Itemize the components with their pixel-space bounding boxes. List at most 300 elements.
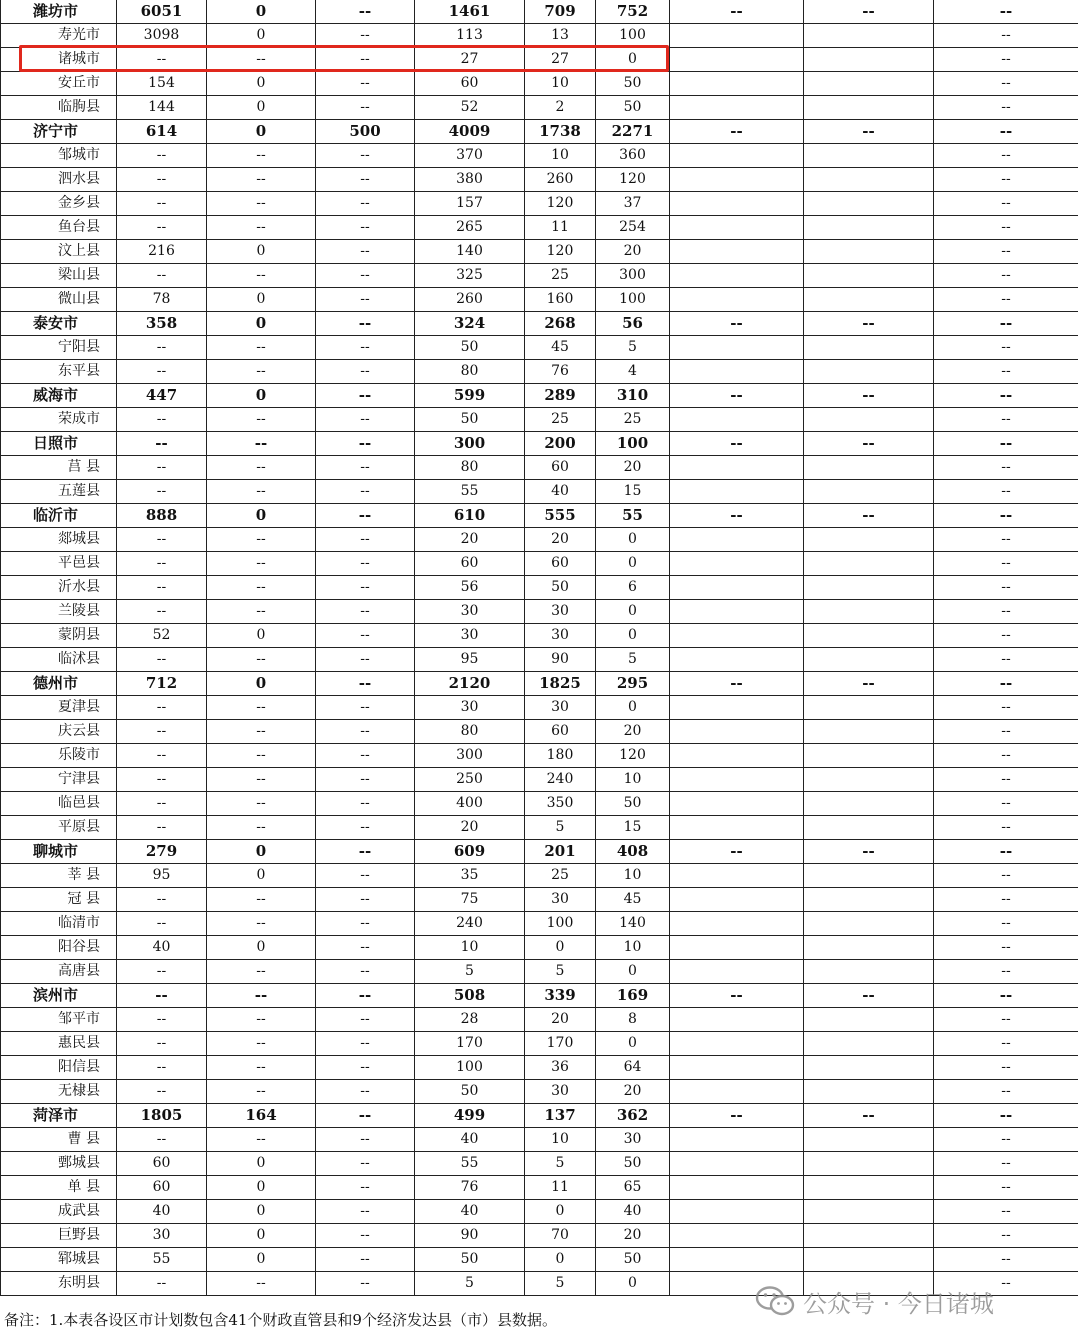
table-cell [670, 816, 804, 840]
table-cell: -- [670, 120, 804, 144]
table-cell: 370 [415, 144, 525, 168]
region-name-cell: 郯城县 [1, 528, 117, 552]
table-cell: -- [934, 336, 1078, 360]
table-cell: -- [670, 1104, 804, 1128]
table-cell [804, 24, 934, 48]
table-cell [804, 744, 934, 768]
table-cell: 60 [117, 1152, 207, 1176]
county-row [1, 720, 1078, 744]
table-cell: 56 [415, 576, 525, 600]
table-cell: 120 [596, 168, 670, 192]
table-cell: 0 [207, 504, 316, 528]
table-cell: 0 [207, 384, 316, 408]
table-cell: 2271 [596, 120, 670, 144]
table-cell: 95 [415, 648, 525, 672]
table-cell: 90 [415, 1224, 525, 1248]
county-row [1, 816, 1078, 840]
table-cell: 5 [596, 648, 670, 672]
table-cell: -- [316, 336, 415, 360]
table-cell: -- [117, 528, 207, 552]
region-name-cell: 成武县 [1, 1200, 117, 1224]
table-cell: -- [117, 1008, 207, 1032]
county-row [1, 456, 1078, 480]
table-cell: -- [207, 1056, 316, 1080]
table-cell: -- [316, 1152, 415, 1176]
table-cell: -- [207, 480, 316, 504]
table-cell: -- [117, 1080, 207, 1104]
table-cell: 20 [525, 1008, 596, 1032]
table-cell: 614 [117, 120, 207, 144]
city-row [1, 1104, 1078, 1128]
table-cell: -- [804, 504, 934, 528]
table-cell: -- [316, 24, 415, 48]
region-name-cell: 荣成市 [1, 408, 117, 432]
table-cell: 25 [525, 264, 596, 288]
table-cell: 50 [596, 1248, 670, 1272]
table-cell: 0 [207, 672, 316, 696]
table-cell: -- [804, 432, 934, 456]
table-cell: -- [207, 336, 316, 360]
table-cell [670, 456, 804, 480]
county-row [1, 792, 1078, 816]
table-cell: -- [316, 696, 415, 720]
table-cell: -- [117, 168, 207, 192]
county-row [1, 912, 1078, 936]
table-cell [670, 1152, 804, 1176]
table-cell: -- [804, 1104, 934, 1128]
table-cell: 324 [415, 312, 525, 336]
table-cell: -- [316, 624, 415, 648]
table-cell: 447 [117, 384, 207, 408]
table-cell: 50 [415, 1080, 525, 1104]
table-cell: 5 [525, 1272, 596, 1296]
table-cell [804, 528, 934, 552]
table-cell: 6051 [117, 0, 207, 24]
table-cell: 400 [415, 792, 525, 816]
region-name-cell: 临沭县 [1, 648, 117, 672]
table-cell: 300 [415, 744, 525, 768]
table-cell: 20 [596, 456, 670, 480]
table-cell: 0 [596, 600, 670, 624]
table-cell: -- [207, 264, 316, 288]
region-name-cell: 蒙阴县 [1, 624, 117, 648]
table-cell [670, 1056, 804, 1080]
table-cell: 15 [596, 816, 670, 840]
table-cell: 27 [415, 48, 525, 72]
city-row [1, 0, 1078, 24]
table-cell: 508 [415, 984, 525, 1008]
county-row [1, 1176, 1078, 1200]
table-cell: 30 [415, 696, 525, 720]
table-cell: 50 [596, 792, 670, 816]
table-cell: 30 [525, 600, 596, 624]
table-cell: 40 [525, 480, 596, 504]
table-cell: 0 [207, 840, 316, 864]
table-cell: -- [207, 528, 316, 552]
table-cell: 240 [415, 912, 525, 936]
table-cell: 4009 [415, 120, 525, 144]
table-cell: 10 [525, 1128, 596, 1152]
table-cell [804, 480, 934, 504]
table-cell: 0 [207, 1224, 316, 1248]
table-cell: -- [316, 288, 415, 312]
table-cell: 20 [415, 816, 525, 840]
table-cell: 380 [415, 168, 525, 192]
table-cell: 50 [525, 576, 596, 600]
county-row [1, 1200, 1078, 1224]
region-name-cell: 汶上县 [1, 240, 117, 264]
table-cell: -- [934, 552, 1078, 576]
table-cell: 1825 [525, 672, 596, 696]
table-cell: 0 [596, 552, 670, 576]
table-cell: -- [117, 720, 207, 744]
table-cell: -- [117, 336, 207, 360]
table-cell: -- [316, 552, 415, 576]
table-cell: -- [934, 624, 1078, 648]
table-cell [670, 72, 804, 96]
table-cell: 113 [415, 24, 525, 48]
table-cell: 1461 [415, 0, 525, 24]
table-cell [670, 768, 804, 792]
county-row [1, 288, 1078, 312]
table-cell: -- [316, 408, 415, 432]
table-cell: 888 [117, 504, 207, 528]
table-cell: 20 [596, 1224, 670, 1248]
region-name-cell: 巨野县 [1, 1224, 117, 1248]
table-cell: -- [934, 816, 1078, 840]
table-cell: 60 [525, 552, 596, 576]
table-cell: -- [316, 360, 415, 384]
table-cell: 5 [415, 1272, 525, 1296]
table-cell: -- [117, 216, 207, 240]
table-cell [804, 192, 934, 216]
region-name-cell: 潍坊市 [1, 0, 117, 24]
table-cell [670, 1080, 804, 1104]
table-cell: 30 [525, 888, 596, 912]
table-cell: -- [670, 312, 804, 336]
table-cell: -- [117, 792, 207, 816]
table-cell: 170 [525, 1032, 596, 1056]
region-name-cell: 平邑县 [1, 552, 117, 576]
table-cell: 0 [207, 120, 316, 144]
table-cell [670, 528, 804, 552]
table-cell: 80 [415, 360, 525, 384]
table-cell: -- [934, 1272, 1078, 1296]
county-row [1, 168, 1078, 192]
table-cell: 8 [596, 1008, 670, 1032]
table-cell [804, 240, 934, 264]
city-row [1, 840, 1078, 864]
table-cell [804, 624, 934, 648]
table-cell: 5 [525, 816, 596, 840]
table-cell: -- [117, 912, 207, 936]
table-cell [804, 696, 934, 720]
region-name-cell: 高唐县 [1, 960, 117, 984]
table-cell: 4 [596, 360, 670, 384]
table-cell: -- [804, 840, 934, 864]
table-cell [804, 48, 934, 72]
table-cell: 55 [117, 1248, 207, 1272]
region-name-cell: 东平县 [1, 360, 117, 384]
table-cell: -- [316, 48, 415, 72]
highlight-box [19, 45, 669, 72]
table-cell: -- [804, 384, 934, 408]
table-cell: -- [934, 912, 1078, 936]
table-cell: 20 [596, 240, 670, 264]
table-cell [804, 408, 934, 432]
table-cell [804, 936, 934, 960]
region-name-cell: 单 县 [1, 1176, 117, 1200]
table-cell [804, 552, 934, 576]
table-cell: -- [316, 264, 415, 288]
region-name-cell: 郓城县 [1, 1248, 117, 1272]
table-cell: -- [934, 1056, 1078, 1080]
table-cell: -- [316, 648, 415, 672]
table-cell: -- [207, 720, 316, 744]
table-cell: -- [804, 0, 934, 24]
table-cell: 10 [525, 144, 596, 168]
table-cell: 0 [207, 936, 316, 960]
table-cell: -- [316, 144, 415, 168]
table-cell: -- [207, 792, 316, 816]
table-cell: -- [117, 960, 207, 984]
table-cell: 1738 [525, 120, 596, 144]
table-cell: -- [207, 192, 316, 216]
table-cell: -- [207, 48, 316, 72]
table-cell: 40 [117, 936, 207, 960]
region-name-cell: 微山县 [1, 288, 117, 312]
table-cell: 45 [596, 888, 670, 912]
table-cell [670, 360, 804, 384]
table-cell: 56 [596, 312, 670, 336]
region-name-cell: 宁津县 [1, 768, 117, 792]
table-cell: -- [207, 1008, 316, 1032]
region-name-cell: 诸城市 [1, 48, 117, 72]
table-cell: -- [934, 840, 1078, 864]
table-cell: 35 [415, 864, 525, 888]
table-cell: -- [934, 960, 1078, 984]
region-name-cell: 德州市 [1, 672, 117, 696]
table-cell: -- [934, 384, 1078, 408]
table-cell: -- [316, 1128, 415, 1152]
table-cell: -- [117, 600, 207, 624]
table-cell: 100 [596, 288, 670, 312]
table-cell [670, 744, 804, 768]
table-cell: -- [207, 1272, 316, 1296]
table-note: 备注：1.本表各设区市计划数包含41个财政直管县和9个经济发达县（市）县数据。 [4, 1311, 557, 1329]
table-cell: 2120 [415, 672, 525, 696]
table-cell [804, 792, 934, 816]
table-cell: 25 [596, 408, 670, 432]
table-cell: -- [117, 1056, 207, 1080]
table-cell: -- [316, 240, 415, 264]
table-cell [804, 1200, 934, 1224]
table-cell: -- [316, 1200, 415, 1224]
table-cell: 140 [596, 912, 670, 936]
table-cell: 499 [415, 1104, 525, 1128]
region-name-cell: 邹城市 [1, 144, 117, 168]
table-cell [804, 1176, 934, 1200]
table-cell [670, 1008, 804, 1032]
table-cell: 500 [316, 120, 415, 144]
table-cell: 5 [525, 960, 596, 984]
table-cell: -- [117, 648, 207, 672]
table-cell: -- [207, 768, 316, 792]
county-row [1, 1032, 1078, 1056]
region-name-cell: 冠 县 [1, 888, 117, 912]
table-cell: 289 [525, 384, 596, 408]
region-name-cell: 威海市 [1, 384, 117, 408]
table-cell: -- [207, 576, 316, 600]
table-cell [804, 720, 934, 744]
table-cell: -- [804, 312, 934, 336]
table-cell: 120 [525, 192, 596, 216]
region-name-cell: 菏泽市 [1, 1104, 117, 1128]
table-cell [670, 912, 804, 936]
table-cell: 295 [596, 672, 670, 696]
table-cell: 0 [207, 1176, 316, 1200]
region-name-cell: 兰陵县 [1, 600, 117, 624]
table-cell: 55 [415, 480, 525, 504]
table-cell [804, 1032, 934, 1056]
table-cell: 325 [415, 264, 525, 288]
table-cell: -- [207, 744, 316, 768]
table-cell: -- [934, 480, 1078, 504]
table-cell: 350 [525, 792, 596, 816]
table-cell: 201 [525, 840, 596, 864]
table-cell: -- [117, 48, 207, 72]
table-cell: 11 [525, 1176, 596, 1200]
table-cell [670, 696, 804, 720]
region-name-cell: 阳信县 [1, 1056, 117, 1080]
table-cell [804, 912, 934, 936]
table-cell: -- [934, 936, 1078, 960]
county-row [1, 1008, 1078, 1032]
table-cell: -- [207, 888, 316, 912]
table-cell [670, 96, 804, 120]
county-row [1, 264, 1078, 288]
county-row [1, 1080, 1078, 1104]
region-name-cell: 聊城市 [1, 840, 117, 864]
county-row [1, 360, 1078, 384]
region-name-cell: 平原县 [1, 816, 117, 840]
table-cell [804, 864, 934, 888]
table-cell: 362 [596, 1104, 670, 1128]
table-cell [670, 240, 804, 264]
table-cell: -- [316, 528, 415, 552]
table-cell [804, 288, 934, 312]
table-cell [804, 1128, 934, 1152]
table-cell: 157 [415, 192, 525, 216]
table-cell: 10 [596, 864, 670, 888]
table-cell: -- [934, 120, 1078, 144]
table-cell: 250 [415, 768, 525, 792]
county-row [1, 24, 1078, 48]
table-cell [804, 1224, 934, 1248]
region-name-cell: 临朐县 [1, 96, 117, 120]
table-cell: -- [316, 1272, 415, 1296]
region-name-cell: 乐陵市 [1, 744, 117, 768]
table-cell: -- [207, 1128, 316, 1152]
table-cell: 27 [525, 48, 596, 72]
table-cell: -- [934, 696, 1078, 720]
table-cell: -- [934, 1008, 1078, 1032]
county-row [1, 72, 1078, 96]
table-cell: 52 [415, 96, 525, 120]
table-cell: -- [316, 456, 415, 480]
table-cell: -- [934, 504, 1078, 528]
table-cell: 50 [415, 408, 525, 432]
table-cell: -- [934, 1248, 1078, 1272]
table-cell: 10 [525, 72, 596, 96]
table-cell: 37 [596, 192, 670, 216]
table-cell: 169 [596, 984, 670, 1008]
county-row [1, 888, 1078, 912]
table-cell: 40 [415, 1128, 525, 1152]
table-cell: 50 [415, 1248, 525, 1272]
table-cell: -- [207, 456, 316, 480]
table-cell: 154 [117, 72, 207, 96]
table-cell: -- [316, 504, 415, 528]
table-cell: 140 [415, 240, 525, 264]
table-cell [804, 1080, 934, 1104]
table-cell: 30 [415, 600, 525, 624]
table-cell [670, 888, 804, 912]
table-cell: -- [934, 672, 1078, 696]
table-cell: -- [316, 768, 415, 792]
table-cell: 40 [117, 1200, 207, 1224]
table-cell: -- [316, 960, 415, 984]
table-cell: -- [934, 768, 1078, 792]
table-cell: -- [207, 984, 316, 1008]
table-cell: -- [934, 264, 1078, 288]
region-name-cell: 临沂市 [1, 504, 117, 528]
county-row [1, 96, 1078, 120]
table-cell [804, 1152, 934, 1176]
table-cell: 60 [415, 72, 525, 96]
table-cell: -- [934, 1104, 1078, 1128]
table-cell: -- [934, 576, 1078, 600]
table-cell: -- [316, 720, 415, 744]
table-cell: -- [207, 144, 316, 168]
table-cell [804, 72, 934, 96]
table-cell: -- [316, 1176, 415, 1200]
table-cell: 100 [596, 24, 670, 48]
table-cell: -- [117, 744, 207, 768]
region-name-cell: 泗水县 [1, 168, 117, 192]
county-row [1, 240, 1078, 264]
county-row [1, 696, 1078, 720]
table-cell: 60 [415, 552, 525, 576]
table-cell: 13 [525, 24, 596, 48]
table-cell: -- [316, 1008, 415, 1032]
watermark-text: 公众号 · 今日诸城 [803, 1289, 994, 1318]
table-cell [804, 960, 934, 984]
table-cell [670, 48, 804, 72]
table-cell: 120 [596, 744, 670, 768]
table-cell: -- [117, 816, 207, 840]
table-cell: 180 [525, 744, 596, 768]
table-cell: 100 [415, 1056, 525, 1080]
table-cell: -- [934, 96, 1078, 120]
table-cell [804, 168, 934, 192]
county-row [1, 1224, 1078, 1248]
table-cell: 100 [596, 432, 670, 456]
table-cell: -- [117, 192, 207, 216]
table-cell: -- [117, 768, 207, 792]
table-cell: 5 [525, 1152, 596, 1176]
table-cell: -- [117, 696, 207, 720]
